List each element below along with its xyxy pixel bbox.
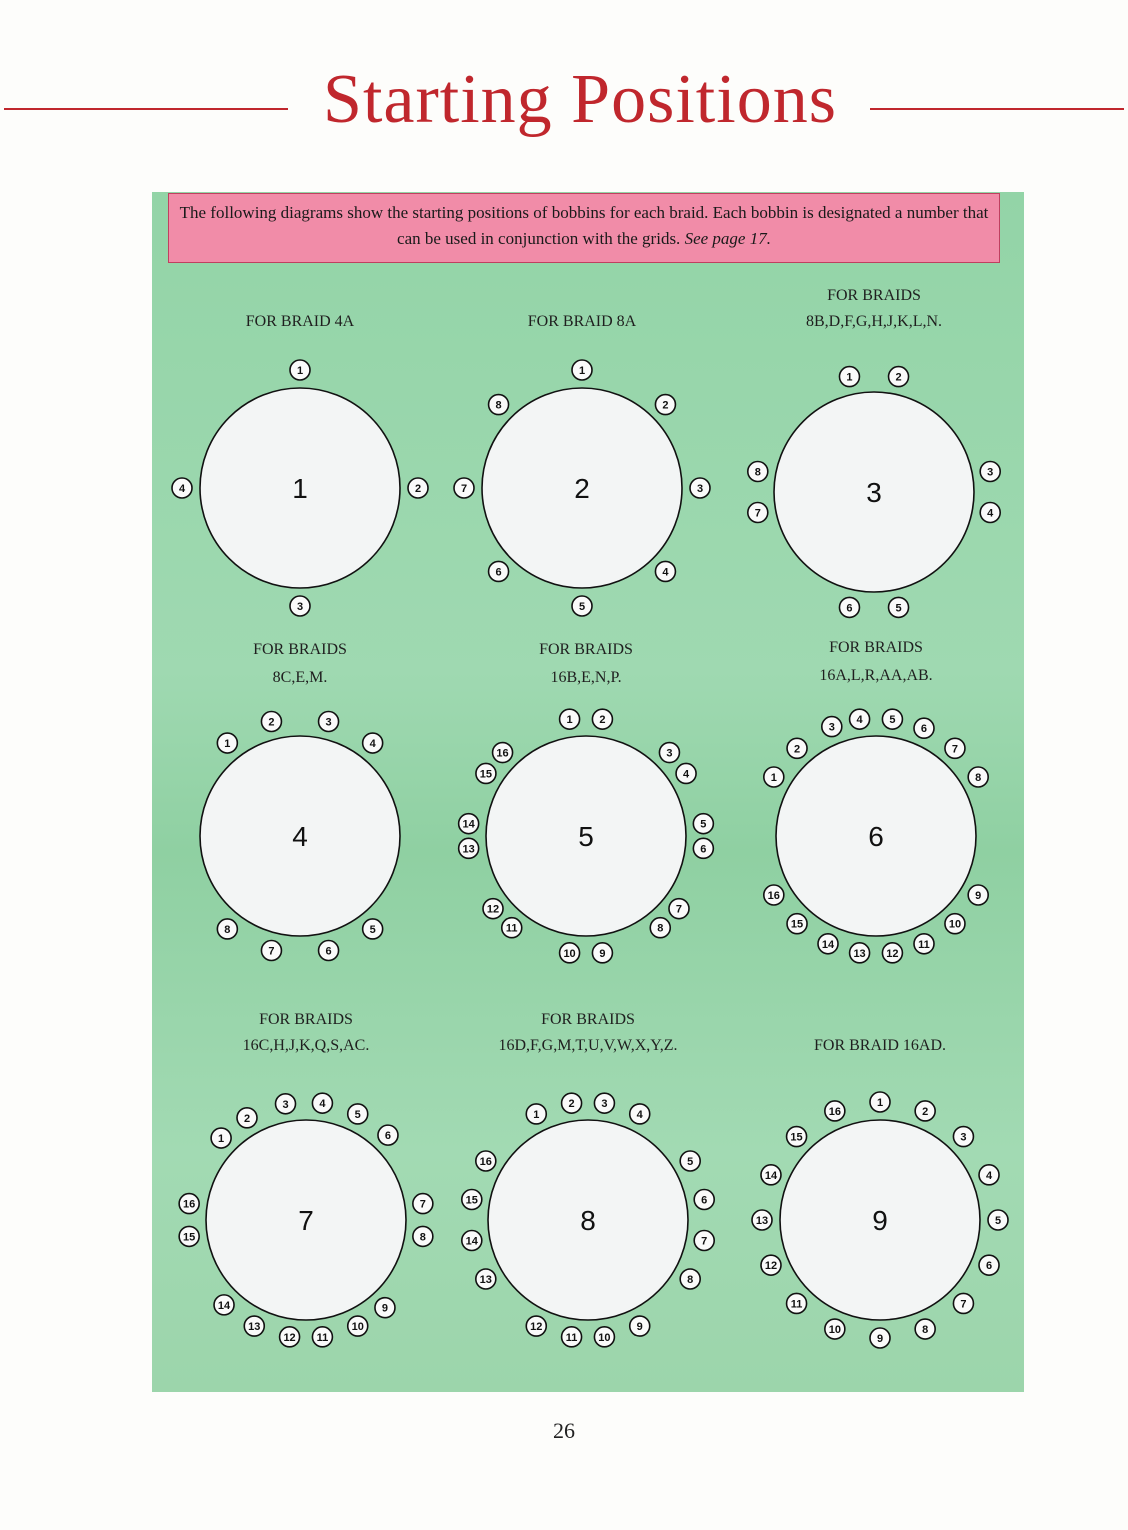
bobbin-number: 2 xyxy=(599,714,606,727)
diagram-9-bobbin-13 xyxy=(752,1210,772,1230)
diagram-9-label-line-1: FOR BRAID 16AD. xyxy=(813,1037,947,1054)
diagram-7-bobbin-7 xyxy=(413,1194,433,1214)
bobbin-number: 2 xyxy=(662,399,669,412)
diagram-3 xyxy=(748,287,1000,617)
diagram-4 xyxy=(200,641,400,960)
diagram-8 xyxy=(462,1011,714,1347)
bobbin-number: 4 xyxy=(856,714,863,727)
diagram-6-bobbin-16 xyxy=(764,885,784,905)
diagram-7-bobbin-14 xyxy=(214,1295,234,1315)
diagram-8-bobbin-15 xyxy=(462,1190,482,1210)
bobbin-number: 6 xyxy=(700,843,707,856)
bobbin-number: 8 xyxy=(754,466,761,479)
bobbin-number: 8 xyxy=(975,772,982,784)
bobbin-number: 12 xyxy=(486,903,500,916)
bobbin-number: 3 xyxy=(325,716,332,729)
bobbin-number: 4 xyxy=(178,483,186,495)
bobbin-number: 2 xyxy=(793,743,801,756)
diagram-5-label-line-1: FOR BRAIDS xyxy=(539,641,633,658)
diagram-6-bobbin-8 xyxy=(968,767,988,787)
bobbin-number: 11 xyxy=(505,922,518,935)
diagram-8-bobbin-10 xyxy=(594,1327,614,1347)
diagram-5-bobbin-12 xyxy=(483,899,503,919)
bobbin-number: 16 xyxy=(767,890,780,902)
bobbin-number: 6 xyxy=(701,1194,708,1207)
bobbin-number: 1 xyxy=(876,1097,884,1109)
diagram-8-bobbin-6 xyxy=(694,1190,714,1210)
diagram-6-bobbin-14 xyxy=(818,934,838,954)
bobbin-number: 3 xyxy=(828,721,835,734)
diagram-5 xyxy=(459,641,714,963)
bobbin-number: 9 xyxy=(599,947,606,960)
diagram-7-bobbin-15 xyxy=(179,1226,199,1246)
diagram-6-label-line-2: 16A,L,R,AA,AB. xyxy=(819,667,933,684)
diagram-9-bobbin-11 xyxy=(787,1293,807,1313)
diagram-2-bobbin-3 xyxy=(690,478,710,498)
bobbin-number: 1 xyxy=(224,738,231,751)
bobbin-number: 3 xyxy=(696,483,704,495)
diagram-1-bobbin-4 xyxy=(172,478,192,498)
diagram-2-bobbin-5 xyxy=(572,596,592,616)
diagram-8-bobbin-4 xyxy=(630,1104,650,1124)
diagram-3-bobbin-8 xyxy=(748,462,768,482)
bobbin-number: 10 xyxy=(948,918,962,931)
diagram-9-number: 9 xyxy=(872,1205,888,1236)
bobbin-number: 1 xyxy=(770,772,777,784)
diagram-9-bobbin-2 xyxy=(915,1101,935,1121)
diagram-6 xyxy=(764,639,988,963)
diagram-9-bobbin-4 xyxy=(979,1165,999,1185)
bobbin-number: 7 xyxy=(419,1198,426,1211)
bobbin-number: 4 xyxy=(987,507,994,520)
bobbin-number: 6 xyxy=(920,723,928,736)
bobbin-number: 14 xyxy=(764,1169,778,1182)
bobbin-number: 3 xyxy=(601,1098,608,1111)
bobbin-number: 3 xyxy=(960,1131,967,1144)
bobbin-number: 3 xyxy=(987,466,994,479)
diagram-3-bobbin-5 xyxy=(889,597,909,617)
diagram-5-bobbin-15 xyxy=(476,763,496,783)
bobbin-number: 1 xyxy=(846,371,853,384)
diagram-5-number: 5 xyxy=(578,821,594,852)
bobbin-number: 1 xyxy=(296,365,304,377)
bobbin-number: 1 xyxy=(578,365,586,377)
bobbin-number: 13 xyxy=(853,947,866,960)
bobbin-number: 12 xyxy=(530,1321,543,1334)
bobbin-number: 10 xyxy=(351,1321,364,1334)
diagram-8-bobbin-14 xyxy=(462,1230,482,1250)
diagram-7-bobbin-4 xyxy=(312,1093,332,1113)
diagram-8-bobbin-5 xyxy=(680,1151,700,1171)
diagram-3-bobbin-3 xyxy=(980,462,1000,482)
bobbin-number: 16 xyxy=(828,1105,841,1118)
diagram-1-label-line-1: FOR BRAID 4A xyxy=(245,313,355,330)
diagram-9-bobbin-8 xyxy=(915,1319,935,1339)
bobbin-number: 6 xyxy=(846,602,853,615)
diagram-9-bobbin-6 xyxy=(979,1255,999,1275)
diagram-8-bobbin-11 xyxy=(562,1327,582,1347)
diagram-6-label-line-1: FOR BRAIDS xyxy=(829,639,923,656)
diagram-2 xyxy=(454,313,710,616)
bobbin-number: 7 xyxy=(701,1235,708,1248)
diagram-3-label-line-1: FOR BRAIDS xyxy=(827,287,921,304)
bobbin-number: 8 xyxy=(687,1274,694,1286)
diagram-8-bobbin-12 xyxy=(526,1316,546,1336)
bobbin-number: 10 xyxy=(598,1331,611,1344)
diagram-9-bobbin-9 xyxy=(870,1328,890,1348)
bobbin-number: 11 xyxy=(790,1298,803,1311)
diagram-8-number: 8 xyxy=(580,1205,596,1236)
diagram-6-number: 6 xyxy=(868,821,884,852)
diagram-6-bobbin-2 xyxy=(787,738,807,758)
diagram-9-bobbin-15 xyxy=(787,1127,807,1147)
bobbin-number: 7 xyxy=(268,945,275,958)
diagram-5-bobbin-9 xyxy=(592,943,612,963)
bobbin-number: 1 xyxy=(566,714,573,727)
diagram-7-bobbin-3 xyxy=(276,1094,296,1114)
bobbin-number: 1 xyxy=(218,1133,225,1146)
diagram-5-label-line-2: 16B,E,N,P. xyxy=(550,669,622,686)
intro-note-text: The following diagrams show the starting positions of bobbins for each braid. Each bobbin is designated a number that can be used in conjunction with the grids. xyxy=(179,203,989,248)
page-number: 26 xyxy=(553,1418,575,1443)
bobbin-number: 16 xyxy=(479,1156,492,1168)
bobbin-number: 10 xyxy=(828,1324,841,1337)
bobbin-number: 2 xyxy=(414,483,422,495)
diagram-1 xyxy=(172,313,428,616)
diagram-5-bobbin-14 xyxy=(459,814,479,834)
diagram-9-bobbin-3 xyxy=(953,1127,973,1147)
diagram-1-number: 1 xyxy=(292,473,308,504)
bobbin-number: 5 xyxy=(687,1156,694,1168)
diagram-5-bobbin-6 xyxy=(693,838,713,858)
bobbin-number: 7 xyxy=(960,1298,967,1311)
diagram-5-bobbin-16 xyxy=(493,743,513,763)
diagram-6-bobbin-10 xyxy=(945,914,965,934)
diagram-2-bobbin-2 xyxy=(655,395,675,415)
bobbin-number: 13 xyxy=(755,1215,769,1227)
diagram-6-bobbin-3 xyxy=(822,717,842,737)
diagram-9-bobbin-16 xyxy=(825,1101,845,1121)
diagram-3-bobbin-7 xyxy=(748,502,768,522)
diagram-4-bobbin-6 xyxy=(319,940,339,960)
diagram-9 xyxy=(752,1037,1008,1348)
diagram-8-label-line-1: FOR BRAIDS xyxy=(541,1011,635,1028)
diagram-2-bobbin-4 xyxy=(655,561,675,581)
diagram-8-bobbin-9 xyxy=(630,1316,650,1336)
bobbin-number: 7 xyxy=(460,483,468,495)
diagram-1-bobbin-1 xyxy=(290,360,310,380)
diagram-8-label-line-2: 16D,F,G,M,T,U,V,W,X,Y,Z. xyxy=(498,1037,678,1054)
bobbin-number: 13 xyxy=(248,1321,261,1334)
diagram-4-number: 4 xyxy=(292,821,308,852)
diagram-7 xyxy=(179,1011,433,1347)
bobbin-number: 6 xyxy=(384,1130,392,1143)
diagram-3-bobbin-2 xyxy=(889,367,909,387)
bobbin-number: 8 xyxy=(224,923,231,936)
bobbin-number: 6 xyxy=(495,566,502,579)
diagram-3-bobbin-1 xyxy=(839,367,859,387)
diagram-3-label-line-2: 8B,D,F,G,H,J,K,L,N. xyxy=(805,313,943,330)
diagram-3-bobbin-4 xyxy=(980,502,1000,522)
diagram-3-number: 3 xyxy=(866,477,882,508)
bobbin-number: 9 xyxy=(975,890,982,902)
bobbin-number: 4 xyxy=(985,1169,993,1182)
bobbin-number: 5 xyxy=(578,601,586,613)
bobbin-number: 5 xyxy=(994,1215,1002,1227)
diagram-9-bobbin-14 xyxy=(761,1165,781,1185)
diagram-6-bobbin-15 xyxy=(787,914,807,934)
diagram-2-bobbin-1 xyxy=(572,360,592,380)
bobbin-number: 14 xyxy=(217,1299,231,1312)
bobbin-number: 15 xyxy=(183,1231,196,1244)
diagram-6-bobbin-1 xyxy=(764,767,784,787)
diagram-3-bobbin-6 xyxy=(839,597,859,617)
bobbin-number: 6 xyxy=(985,1260,993,1273)
bobbin-number: 11 xyxy=(918,938,930,951)
bobbin-number: 15 xyxy=(465,1194,478,1207)
diagram-6-bobbin-6 xyxy=(914,718,934,738)
bobbin-number: 1 xyxy=(533,1108,540,1121)
diagram-2-label-line-1: FOR BRAID 8A xyxy=(527,313,637,330)
intro-note-reference: See page 17. xyxy=(684,229,771,248)
diagram-4-bobbin-1 xyxy=(217,733,237,753)
bobbin-number: 16 xyxy=(183,1198,196,1211)
diagram-6-bobbin-4 xyxy=(850,709,870,729)
bobbin-number: 11 xyxy=(565,1331,578,1344)
bobbin-number: 9 xyxy=(636,1321,643,1334)
diagram-6-bobbin-7 xyxy=(945,738,965,758)
bobbin-number: 5 xyxy=(895,602,902,615)
bobbin-number: 15 xyxy=(790,918,804,931)
diagram-4-bobbin-2 xyxy=(261,712,281,732)
diagram-7-label-line-1: FOR BRAIDS xyxy=(259,1011,353,1028)
diagram-9-bobbin-1 xyxy=(870,1092,890,1112)
bobbin-number: 12 xyxy=(764,1260,778,1273)
diagram-5-bobbin-4 xyxy=(676,763,696,783)
diagram-4-label-line-1: FOR BRAIDS xyxy=(253,641,347,658)
bobbin-number: 2 xyxy=(922,1105,929,1118)
diagram-4-label-line-2: 8C,E,M. xyxy=(272,669,328,686)
diagram-6-bobbin-11 xyxy=(914,934,934,954)
diagram-9-bobbin-12 xyxy=(761,1255,781,1275)
bobbin-number: 15 xyxy=(790,1131,803,1144)
diagram-9-bobbin-7 xyxy=(953,1293,973,1313)
diagram-4-bobbin-5 xyxy=(363,919,383,939)
bobbin-number: 8 xyxy=(657,922,664,935)
bobbin-number: 11 xyxy=(316,1331,329,1344)
diagram-5-bobbin-7 xyxy=(669,899,689,919)
diagram-6-bobbin-12 xyxy=(882,943,902,963)
bobbin-number: 5 xyxy=(700,818,707,831)
bobbin-number: 4 xyxy=(369,738,376,751)
bobbin-number: 8 xyxy=(495,399,502,412)
page-title: Starting Positions xyxy=(323,61,837,138)
bobbin-number: 12 xyxy=(886,947,899,960)
bobbin-number: 8 xyxy=(419,1231,426,1244)
bobbin-number: 2 xyxy=(243,1112,251,1125)
bobbin-number: 6 xyxy=(325,945,332,958)
diagram-8-bobbin-8 xyxy=(680,1269,700,1289)
diagram-2-bobbin-7 xyxy=(454,478,474,498)
diagram-8-bobbin-1 xyxy=(526,1104,546,1124)
diagram-2-number: 2 xyxy=(574,473,590,504)
diagram-5-bobbin-3 xyxy=(659,743,679,763)
bobbin-number: 12 xyxy=(283,1331,296,1344)
diagram-7-number: 7 xyxy=(298,1205,314,1236)
diagram-7-bobbin-10 xyxy=(348,1316,368,1336)
diagram-5-bobbin-2 xyxy=(592,709,612,729)
diagram-7-bobbin-11 xyxy=(312,1327,332,1347)
diagram-7-label-line-2: 16C,H,J,K,Q,S,AC. xyxy=(242,1037,370,1054)
diagram-7-bobbin-5 xyxy=(348,1104,368,1124)
bobbin-number: 7 xyxy=(951,743,959,756)
diagram-7-bobbin-6 xyxy=(378,1125,398,1145)
diagram-5-bobbin-11 xyxy=(502,918,522,938)
diagram-2-bobbin-8 xyxy=(489,395,509,415)
diagram-5-bobbin-10 xyxy=(560,943,580,963)
bobbin-number: 2 xyxy=(895,371,902,384)
bobbin-number: 3 xyxy=(296,601,304,613)
diagram-6-bobbin-5 xyxy=(882,709,902,729)
diagram-5-bobbin-5 xyxy=(693,814,713,834)
bobbin-number: 4 xyxy=(319,1098,326,1111)
diagram-2-bobbin-6 xyxy=(489,561,509,581)
bobbin-number: 15 xyxy=(479,768,493,781)
bobbin-number: 5 xyxy=(369,923,376,936)
diagram-9-bobbin-5 xyxy=(988,1210,1008,1230)
bobbin-number: 14 xyxy=(465,1235,478,1248)
diagram-9-bobbin-10 xyxy=(825,1319,845,1339)
diagram-1-bobbin-3 xyxy=(290,596,310,616)
bobbin-number: 4 xyxy=(636,1108,643,1121)
bobbin-number: 9 xyxy=(381,1302,389,1315)
diagram-8-bobbin-16 xyxy=(476,1151,496,1171)
diagram-8-bobbin-3 xyxy=(594,1093,614,1113)
bobbin-number: 5 xyxy=(354,1108,361,1121)
diagram-4-bobbin-4 xyxy=(363,733,383,753)
bobbin-number: 10 xyxy=(563,947,576,960)
diagram-4-bobbin-8 xyxy=(217,919,237,939)
bobbin-number: 13 xyxy=(479,1274,492,1286)
bobbin-number: 9 xyxy=(876,1333,884,1345)
bobbin-number: 14 xyxy=(462,818,475,831)
diagram-7-bobbin-16 xyxy=(179,1194,199,1214)
diagram-8-bobbin-13 xyxy=(476,1269,496,1289)
diagram-4-bobbin-7 xyxy=(261,940,281,960)
diagram-7-bobbin-13 xyxy=(244,1316,264,1336)
bobbin-number: 4 xyxy=(683,768,690,781)
bobbin-number: 3 xyxy=(666,747,673,760)
diagram-7-bobbin-12 xyxy=(280,1327,300,1347)
diagram-5-bobbin-13 xyxy=(459,838,479,858)
diagram-8-bobbin-2 xyxy=(562,1093,582,1113)
bobbin-number: 7 xyxy=(675,903,683,916)
bobbin-number: 4 xyxy=(662,566,669,579)
bobbin-number: 2 xyxy=(568,1098,575,1111)
diagram-7-bobbin-1 xyxy=(211,1128,231,1148)
bobbin-number: 13 xyxy=(462,843,475,856)
diagram-8-bobbin-7 xyxy=(694,1230,714,1250)
bobbin-number: 7 xyxy=(754,507,761,520)
bobbin-number: 16 xyxy=(496,747,509,760)
diagram-7-bobbin-9 xyxy=(375,1298,395,1318)
bobbin-number: 5 xyxy=(889,714,896,727)
diagram-4-bobbin-3 xyxy=(319,712,339,732)
bobbin-number: 14 xyxy=(821,938,835,951)
diagram-6-bobbin-9 xyxy=(968,885,988,905)
diagram-7-bobbin-2 xyxy=(237,1108,257,1128)
diagram-1-bobbin-2 xyxy=(408,478,428,498)
diagram-6-bobbin-13 xyxy=(850,943,870,963)
diagram-5-bobbin-8 xyxy=(650,918,670,938)
bobbin-number: 8 xyxy=(922,1324,929,1337)
diagram-7-bobbin-8 xyxy=(413,1226,433,1246)
bobbin-number: 2 xyxy=(268,716,275,729)
bobbin-number: 3 xyxy=(282,1098,289,1111)
diagram-5-bobbin-1 xyxy=(560,709,580,729)
